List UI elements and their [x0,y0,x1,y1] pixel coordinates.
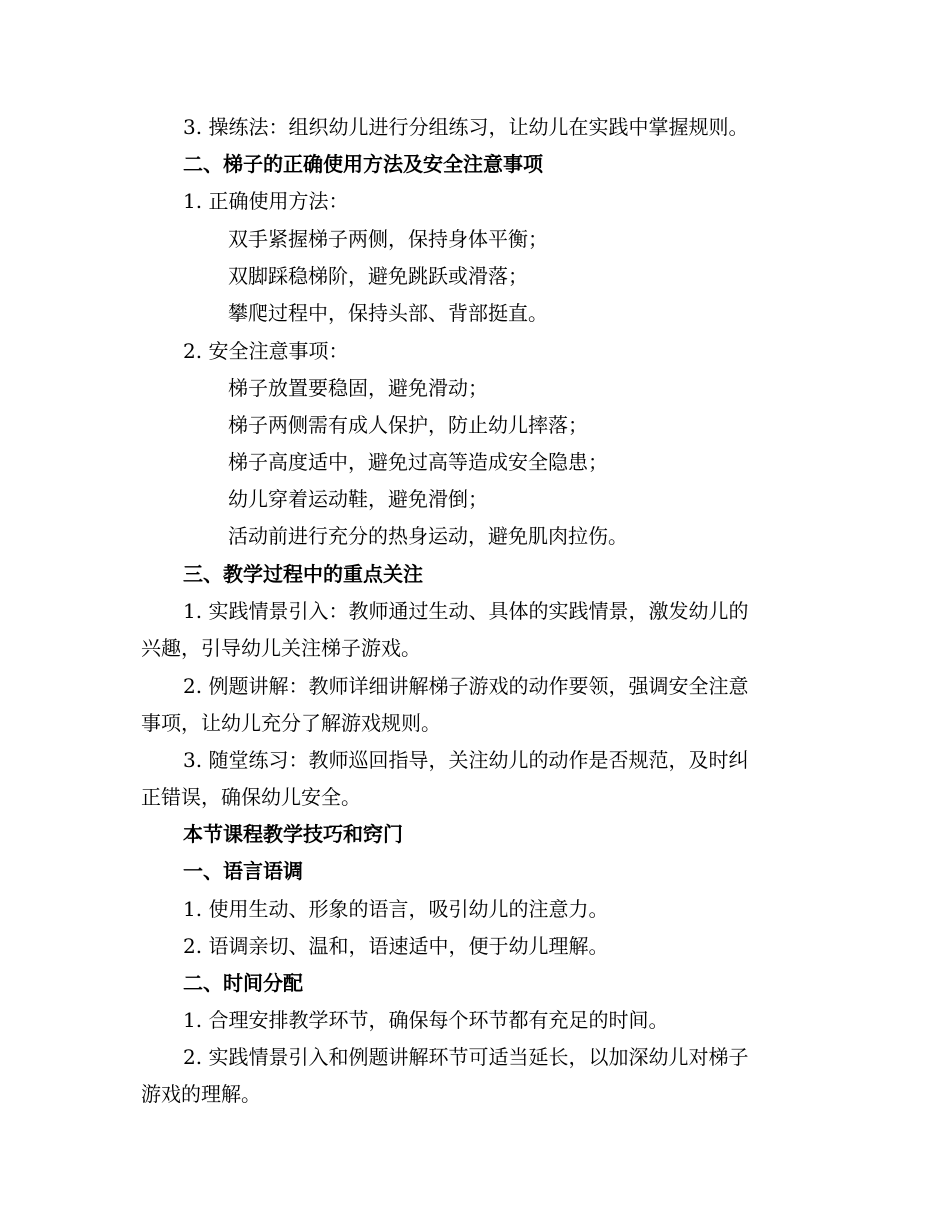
usage-detail-line: 攀爬过程中，保持头部、背部挺直。 [228,301,548,325]
safety-detail-line: 梯子高度适中，避免过高等造成安全隐患； [228,450,608,474]
section-heading-teaching-focus: 三、教学过程中的重点关注 [183,562,423,586]
paragraph-line: 正错误，确保幼儿安全。 [141,785,361,809]
paragraph-line: 兴趣，引导幼儿关注梯子游戏。 [141,636,421,660]
usage-detail-line: 双脚踩稳梯阶，避免跳跃或滑落； [228,264,528,288]
safety-detail-line: 活动前进行充分的热身运动，避免肌肉拉伤。 [228,524,628,548]
subheading-language-tone: 一、语言语调 [183,859,303,883]
paragraph-line: 1. 实践情景引入：教师通过生动、具体的实践情景，激发幼儿的 [183,599,749,623]
paragraph-line: 2. 例题讲解：教师详细讲解梯子游戏的动作要领，强调安全注意 [183,674,749,698]
section-heading-ladder-usage: 二、梯子的正确使用方法及安全注意事项 [183,152,543,176]
list-item-language: 1. 使用生动、形象的语言，吸引幼儿的注意力。 [183,897,609,921]
list-item-practice-method: 3. 操练法：组织幼儿进行分组练习，让幼儿在实践中掌握规则。 [183,115,749,139]
paragraph-line: 事项，让幼儿充分了解游戏规则。 [141,711,441,735]
usage-detail-line: 双手紧握梯子两侧，保持身体平衡； [228,227,548,251]
list-item-tone: 2. 语调亲切、温和，语速适中，便于幼儿理解。 [183,934,609,958]
section-heading-teaching-tips: 本节课程教学技巧和窍门 [183,822,403,846]
paragraph-line: 游戏的理解。 [141,1082,261,1106]
list-item-time-plan: 1. 合理安排教学环节，确保每个环节都有充足的时间。 [183,1008,669,1032]
subheading-time-allocation: 二、时间分配 [183,971,303,995]
list-item-correct-usage: 1. 正确使用方法： [183,189,349,213]
paragraph-line: 3. 随堂练习：教师巡回指导，关注幼儿的动作是否规范，及时纠 [183,748,749,772]
paragraph-line: 2. 实践情景引入和例题讲解环节可适当延长，以加深幼儿对梯子 [183,1045,749,1069]
safety-detail-line: 幼儿穿着运动鞋，避免滑倒； [228,487,488,511]
list-item-safety-notes: 2. 安全注意事项： [183,339,349,363]
safety-detail-line: 梯子放置要稳固，避免滑动； [228,376,488,400]
safety-detail-line: 梯子两侧需有成人保护，防止幼儿摔落； [228,413,588,437]
